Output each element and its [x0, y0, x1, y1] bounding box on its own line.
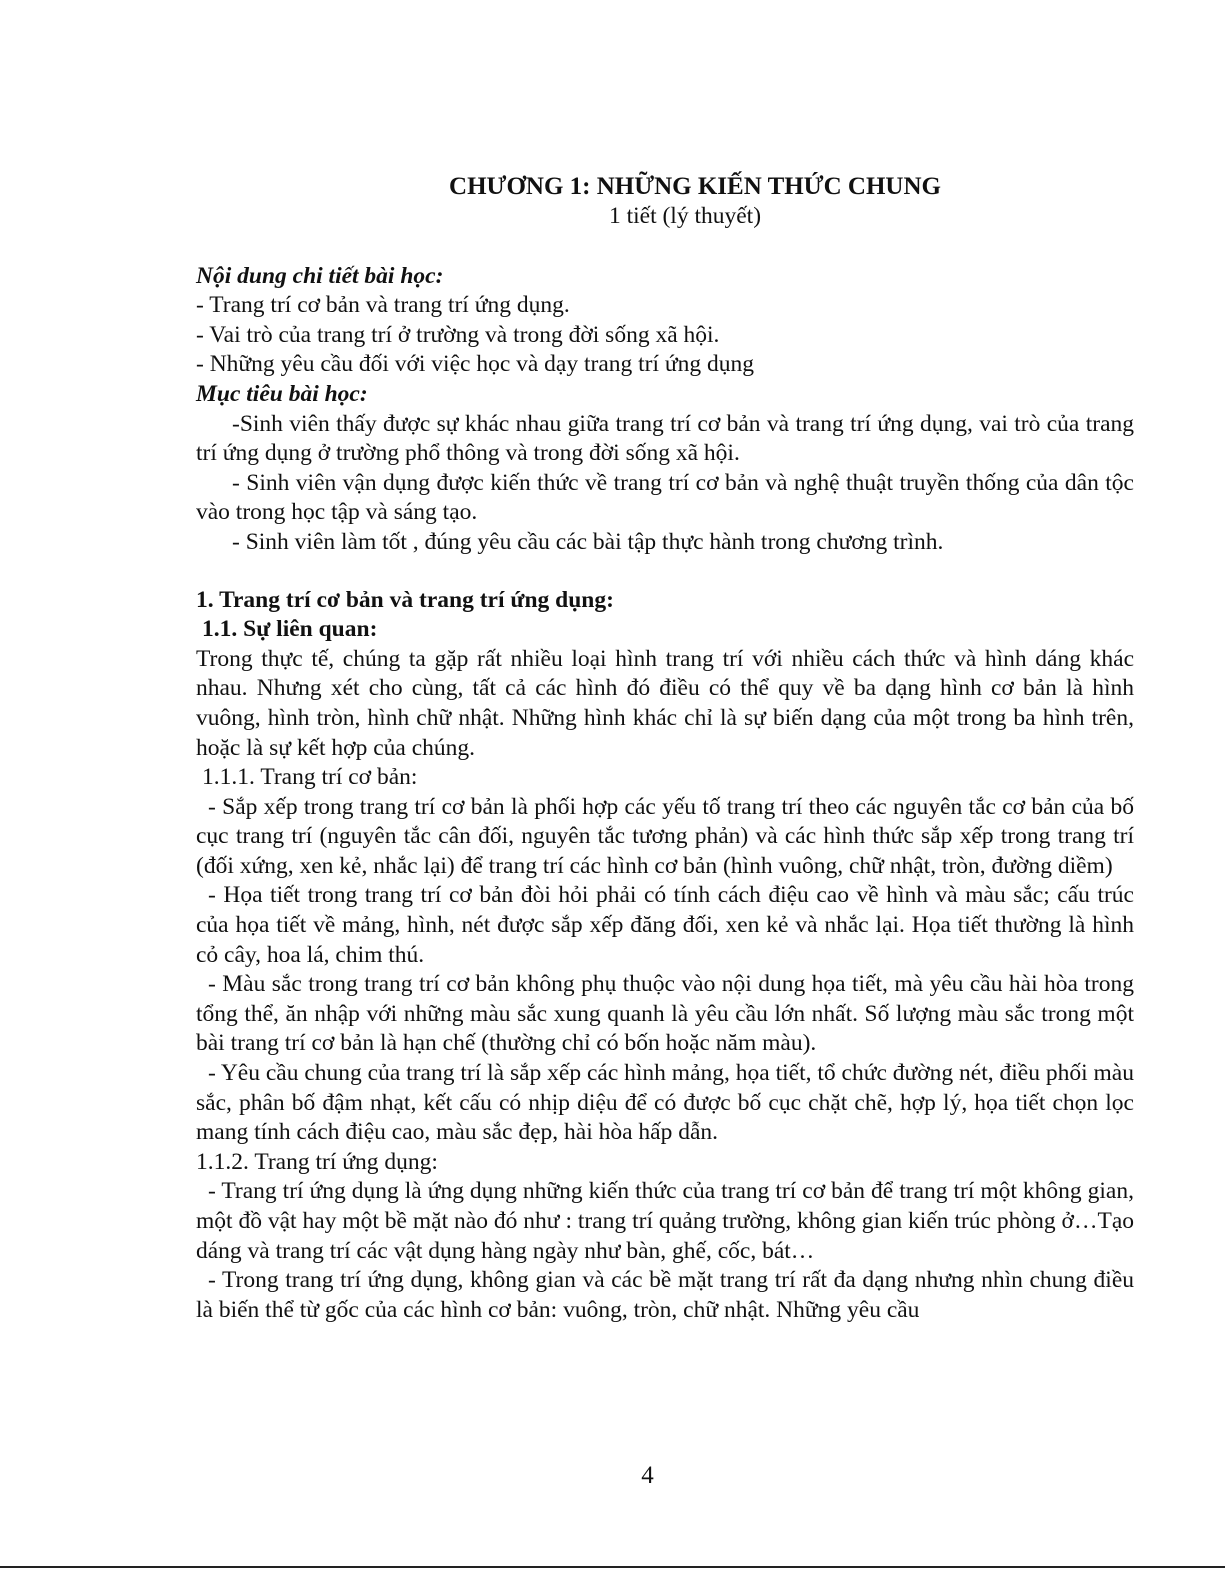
basic-decoration-item: - Sắp xếp trong trang trí cơ bản là phối hợp các yếu tố trang trí theo các nguyên tắc cơ bản của bố cục trang trí (nguyên tắc cân đối, nguyên tắc tương phản) và các hình thức sắp xếp trong trang trí (đối xứng, xen kẻ, nhắc lại) để trang trí các hình cơ bản (hình vuông, chữ nhật, tròn, đường diềm): [196, 793, 1134, 879]
section-heading: 1. Trang trí cơ bản và trang trí ứng dụng:: [196, 586, 614, 613]
basic-decoration-item: - Họa tiết trong trang trí cơ bản đòi hỏi phải có tính cách điệu cao về hình và màu sắc; cấu trúc của họa tiết về mảng, hình, nét được sắp xếp đăng đối, xen kẻ và nhắc lại. Họa tiết thường là hình cỏ cây, hoa lá, chim thú.: [196, 882, 1134, 968]
objectives-label: Mục tiêu bài học:: [196, 380, 368, 407]
spacer: [196, 558, 1134, 586]
subsection-heading: 1.1. Sự liên quan:: [202, 616, 378, 643]
intro-paragraph: Trong thực tế, chúng ta gặp rất nhiều loại hình trang trí với nhiều cách thức và hình dáng khác nhau. Nhưng xét cho cùng, tất cả các hình đó điều có thể quy về ba dạng hình cơ bản là hình vuông, hình tròn, hình chữ nhật. Những hình khác chỉ là sự biến dạng của một trong ba hình trên, hoặc là sự kết hợp của chúng.: [196, 645, 1134, 761]
objective-item: -Sinh viên thấy được sự khác nhau giữa trang trí cơ bản và trang trí ứng dụng, vai trò của trang trí ứng dụng ở trường phổ thông và trong đời sống xã hội.: [196, 410, 1134, 467]
objective-item: - Sinh viên làm tốt , đúng yêu cầu các bài tập thực hành trong chương trình.: [232, 528, 944, 555]
chapter-subtitle: 1 tiết (lý thuyết): [608, 203, 762, 229]
details-item: - Trang trí cơ bản và trang trí ứng dụng.: [196, 292, 570, 319]
chapter-title: CHƯƠNG 1: NHỮNG KIẾN THỨC CHUNG: [449, 173, 941, 200]
bottom-rule: [0, 1566, 1225, 1568]
details-label: Nội dung chi tiết bài học:: [196, 262, 444, 289]
applied-decoration-item: - Trang trí ứng dụng là ứng dụng những kiến thức của trang trí cơ bản để trang trí một không gian, một đồ vật hay một bề mặt nào đó như : trang trí quảng trường, không gian kiến trúc phòng ở…Tạo dáng và trang trí các vật dụng hàng ngày như bàn, ghế, cốc, bát…: [196, 1178, 1134, 1264]
objective-item: - Sinh viên vận dụng được kiến thức về trang trí cơ bản và nghệ thuật truyền thống của dân tộc vào trong học tập và sáng tạo.: [196, 469, 1134, 526]
page-number: 4: [641, 1462, 654, 1489]
applied-decoration-title: 1.1.2. Trang trí ứng dụng:: [196, 1148, 438, 1175]
applied-decoration-item: - Trong trang trí ứng dụng, không gian và các bề mặt trang trí rất đa dạng nhưng nhìn chung điều là biến thể từ gốc của các hình cơ bản: vuông, tròn, chữ nhật. Những yêu cầu: [196, 1267, 1134, 1323]
details-item: - Những yêu cầu đối với việc học và dạy trang trí ứng dụng: [196, 351, 755, 378]
page-content: [196, 170, 1134, 1325]
basic-decoration-item: - Màu sắc trong trang trí cơ bản không phụ thuộc vào nội dung họa tiết, mà yêu cầu hài hòa trong tổng thể, ăn nhập với những màu sắc xung quanh là yêu cầu lớn nhất. Số lượng màu sắc trong một bài trang trí cơ bản là hạn chế (thường chỉ có bốn hoặc năm màu).: [196, 971, 1134, 1057]
details-item: - Vai trò của trang trí ở trường và trong đời sống xã hội.: [196, 321, 720, 348]
spacer: [196, 232, 1134, 262]
basic-decoration-title: 1.1.1. Trang trí cơ bản:: [202, 764, 418, 791]
basic-decoration-item: - Yêu cầu chung của trang trí là sắp xếp các hình mảng, họa tiết, tổ chức đường nét, điều phối màu sắc, phân bố đậm nhạt, kết cấu có nhịp diệu để có được bố cục chặt chẽ, hợp lý, họa tiết chọn lọc mang tính cách điệu cao, màu sắc đẹp, hài hòa hấp dẫn.: [196, 1060, 1134, 1146]
